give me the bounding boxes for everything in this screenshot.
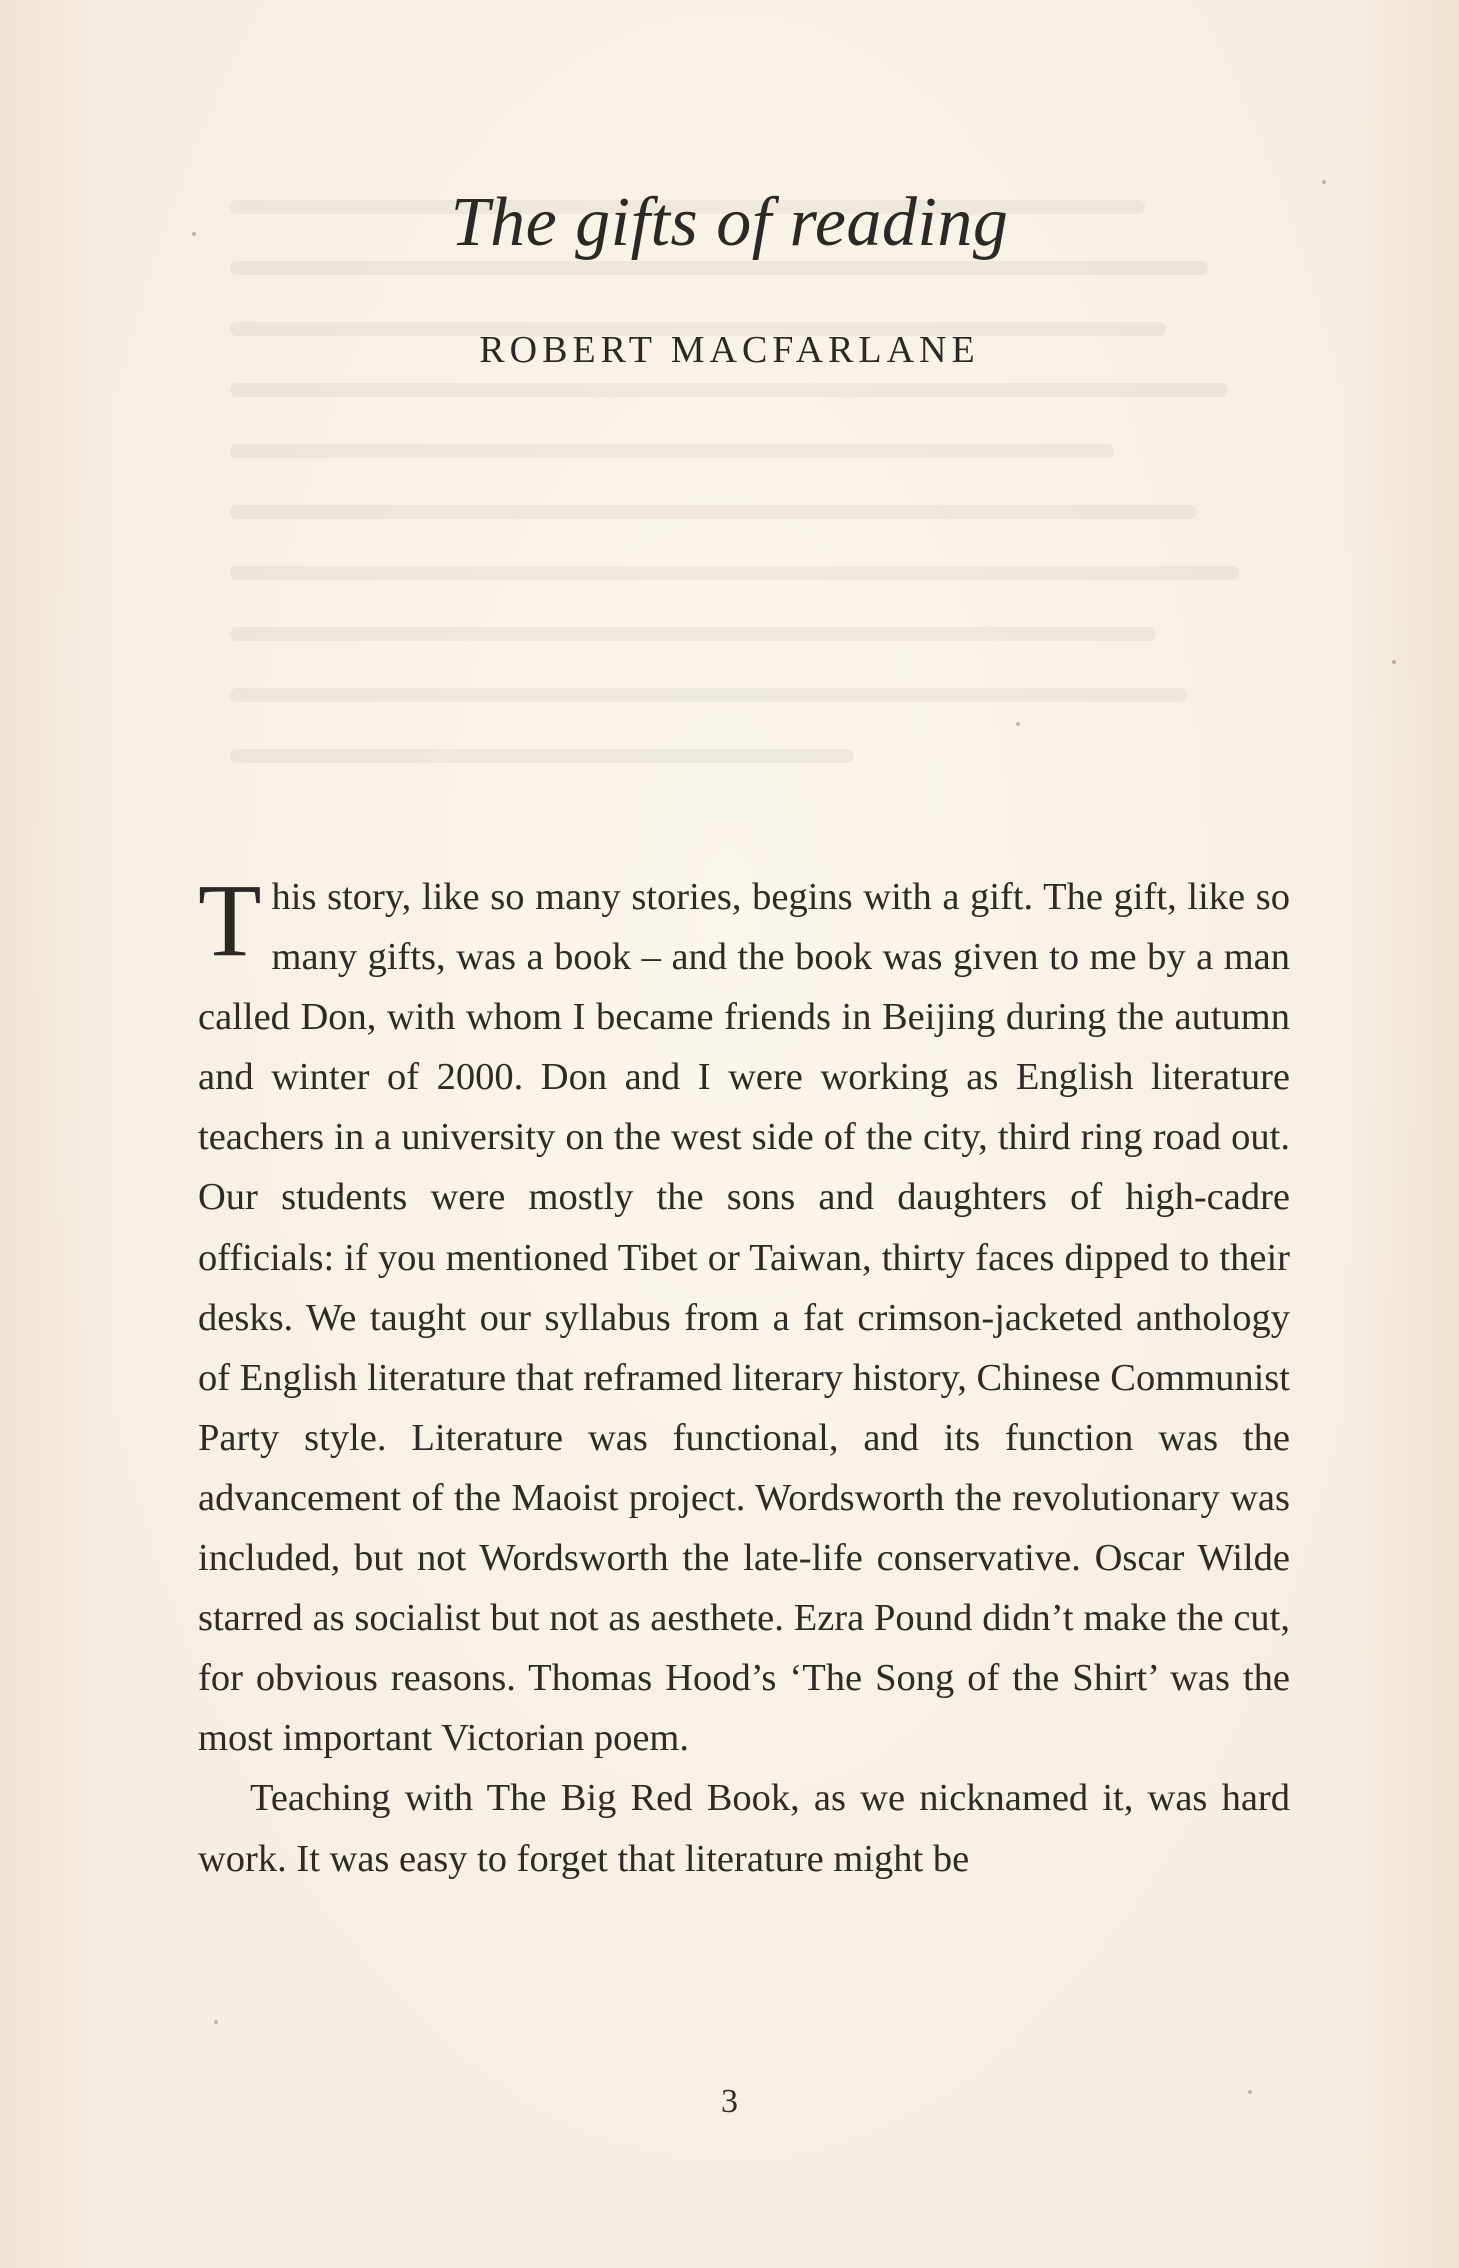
paper-speck — [192, 232, 196, 236]
paper-speck — [1322, 180, 1326, 184]
opening-paragraph-text: his story, like so many stories, begins with a gift. The gift, like so many gifts, was a book – and the book was given to me by a man called Don, with whom I became friends in Beijing during the autumn and winter of 2000. Don and I were working as English literature teachers in a university on the west side of the city, third ring road out. Our students were mostly the sons and daughters of high-cadre officials: if you mentioned Tibet or Taiwan, thirty faces dipped to their desks. We taught our syllabus from a fat crimson-jacketed anthology of English literature that reframed literary history, Chinese Communist Party style. Literature was functional, and its function was the advancement of the Maoist project. Wordsworth the revolutionary was included, but not Wordsworth the late-life conservative. Oscar Wilde starred as socialist but not as aesthete. Ezra Pound didn’t make the cut, for obvious reasons. Thomas Hood’s ‘The Song of the Shirt’ was the most important Victorian poem. — [198, 876, 1290, 1760]
paper-speck — [1392, 660, 1396, 664]
second-paragraph: Teaching with The Big Red Book, as we nicknamed it, was hard work. It was easy to forget that literature might be — [198, 1777, 1290, 1880]
paper-speck — [1016, 722, 1020, 726]
paper-speck — [214, 2020, 218, 2024]
chapter-body — [198, 863, 1290, 1889]
opening-paragraph — [198, 863, 1290, 1768]
paper-speck — [1248, 2090, 1252, 2094]
page-number: 3 — [721, 2083, 738, 2120]
drop-cap: T — [198, 863, 262, 978]
chapter-author: ROBERT MACFARLANE — [479, 329, 980, 371]
chapter-title: The gifts of reading — [450, 184, 1009, 261]
show-through-texture — [230, 200, 1270, 840]
